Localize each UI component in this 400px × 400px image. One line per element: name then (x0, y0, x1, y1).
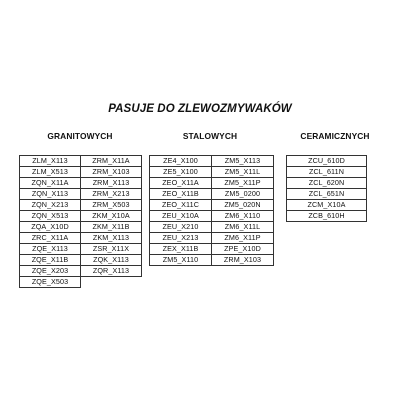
table-row (20, 266, 142, 277)
model-code-cell: ZM5_X113 (212, 156, 274, 167)
table-row (150, 244, 274, 255)
model-code-cell: ZRM_X11A (81, 156, 142, 167)
model-code-cell: ZQE_X203 (20, 266, 81, 277)
table-row (20, 255, 142, 266)
table-row (20, 211, 142, 222)
model-code-cell: ZM6_X110 (212, 211, 274, 222)
table-row (150, 255, 274, 266)
table-row (150, 167, 274, 178)
model-code-cell: ZSR_X11X (81, 244, 142, 255)
table-row (20, 156, 142, 167)
model-code-cell: ZEO_X11B (150, 189, 212, 200)
model-code-cell: ZCL_620N (287, 178, 367, 189)
model-code-cell: ZQN_X213 (20, 200, 81, 211)
model-code-cell: ZQE_X113 (20, 244, 81, 255)
model-code-cell: ZKM_X11B (81, 222, 142, 233)
model-code-cell: ZQE_X11B (20, 255, 81, 266)
table-row (20, 277, 142, 288)
table-row (150, 189, 274, 200)
model-code-cell: ZE5_X100 (150, 167, 212, 178)
model-code-cell: ZRM_X213 (81, 189, 142, 200)
ceramic-models-table (286, 155, 367, 222)
table-row (150, 156, 274, 167)
granite-models-table (19, 155, 142, 288)
table-row (287, 189, 367, 200)
table-row (20, 244, 142, 255)
heading-ceramicznych: CERAMICZNYCH (300, 131, 370, 141)
model-code-cell: ZRM_X113 (81, 178, 142, 189)
table-row (20, 189, 142, 200)
model-code-cell: ZEO_X11A (150, 178, 212, 189)
model-code-cell (81, 277, 142, 288)
model-code-cell: ZQN_X113 (20, 189, 81, 200)
table-row (150, 178, 274, 189)
model-code-cell: ZM6_X11P (212, 233, 274, 244)
heading-stalowych: STALOWYCH (182, 131, 238, 141)
model-code-cell: ZLM_X513 (20, 167, 81, 178)
model-code-cell: ZEU_X210 (150, 222, 212, 233)
table-row (150, 200, 274, 211)
table-row (20, 222, 142, 233)
model-code-cell: ZRM_X103 (212, 255, 274, 266)
model-code-cell: ZQA_X10D (20, 222, 81, 233)
table-row (287, 211, 367, 222)
table-row (287, 167, 367, 178)
model-code-cell: ZPE_X10D (212, 244, 274, 255)
table-row (20, 178, 142, 189)
model-code-cell: ZQR_X113 (81, 266, 142, 277)
model-code-cell: ZM5_0200 (212, 189, 274, 200)
model-code-cell: ZCL_611N (287, 167, 367, 178)
table-row (287, 156, 367, 167)
model-code-cell: ZQE_X503 (20, 277, 81, 288)
heading-granitowych: GRANITOWYCH (47, 131, 113, 141)
table-row (150, 233, 274, 244)
model-code-cell: ZM5_X11P (212, 178, 274, 189)
model-code-cell: ZCL_651N (287, 189, 367, 200)
table-row (20, 167, 142, 178)
model-code-cell: ZLM_X113 (20, 156, 81, 167)
model-code-cell: ZKM_X113 (81, 233, 142, 244)
model-code-cell: ZCM_X10A (287, 200, 367, 211)
model-code-cell: ZM5_X110 (150, 255, 212, 266)
model-code-cell: ZM6_X11L (212, 222, 274, 233)
model-code-cell: ZCB_610H (287, 211, 367, 222)
model-code-cell: ZRM_X103 (81, 167, 142, 178)
page-title: PASUJE DO ZLEWOZMYWAKÓW (108, 103, 292, 115)
model-code-cell: ZRC_X11A (20, 233, 81, 244)
model-code-cell: ZM5_020N (212, 200, 274, 211)
model-code-cell: ZM5_X11L (212, 167, 274, 178)
table-row (150, 211, 274, 222)
table-row (287, 200, 367, 211)
model-code-cell: ZQK_X113 (81, 255, 142, 266)
model-code-cell: ZQN_X513 (20, 211, 81, 222)
table-row (20, 233, 142, 244)
model-code-cell: ZE4_X100 (150, 156, 212, 167)
model-code-cell: ZEU_X213 (150, 233, 212, 244)
table-row (150, 222, 274, 233)
table-row (287, 178, 367, 189)
model-code-cell: ZEX_X11B (150, 244, 212, 255)
model-code-cell: ZQN_X11A (20, 178, 81, 189)
model-code-cell: ZCU_610D (287, 156, 367, 167)
model-code-cell: ZRM_X503 (81, 200, 142, 211)
model-code-cell: ZEU_X10A (150, 211, 212, 222)
steel-models-table (149, 155, 274, 266)
table-row (20, 200, 142, 211)
model-code-cell: ZKM_X10A (81, 211, 142, 222)
model-code-cell: ZEO_X11C (150, 200, 212, 211)
